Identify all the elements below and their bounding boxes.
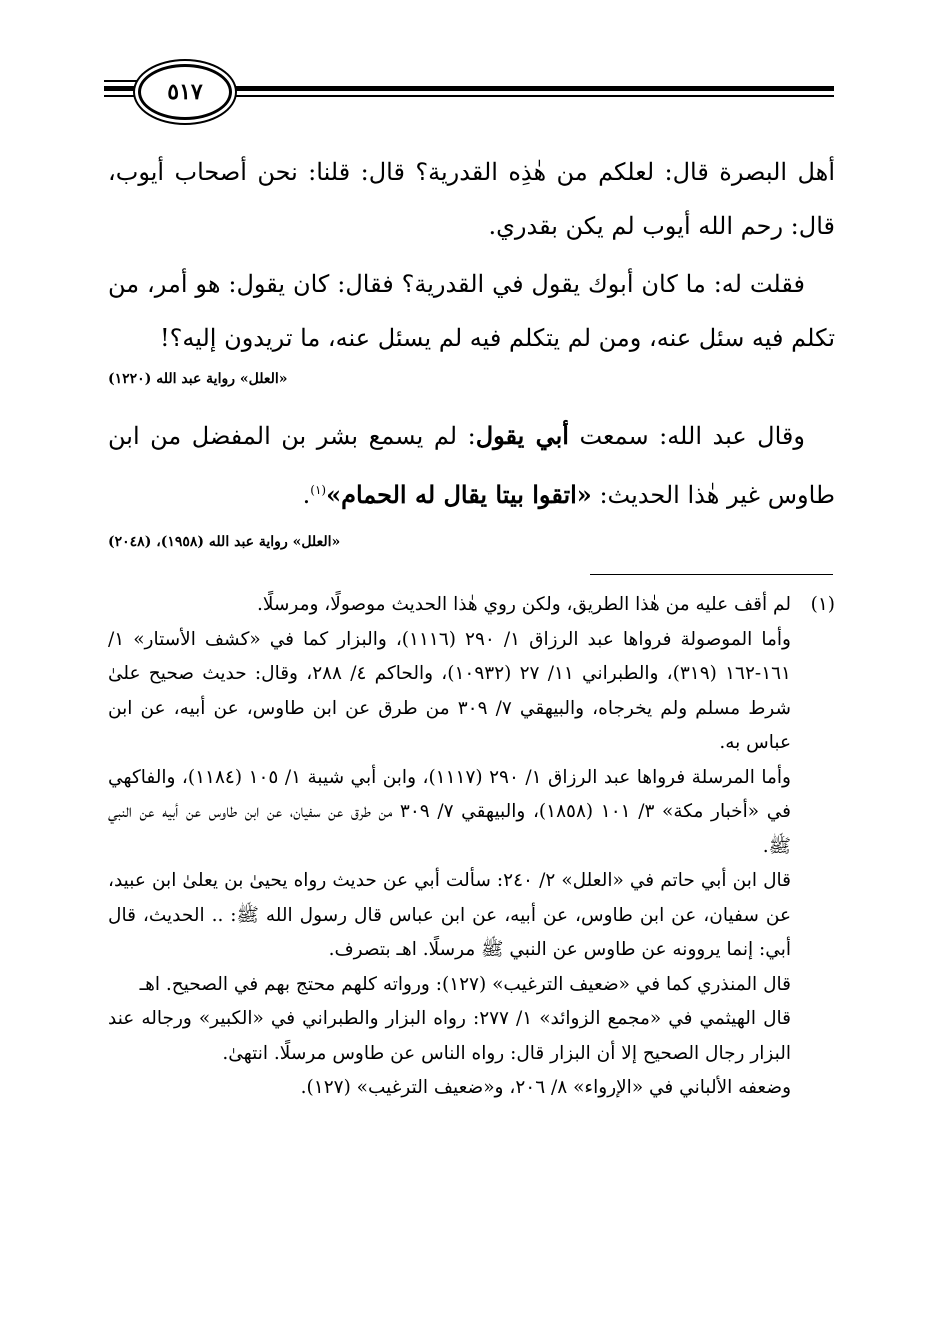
paragraph-2: فقلت له: ما كان أبوك يقول في القدرية؟ فقال: كان يقول: هو أمر، من تكلم فيه سئل عنه، ومن لم يتكلم فيه لم يسئل عنه، ما تريدون إليه؟! bbox=[108, 270, 835, 352]
footnote-1 bbox=[108, 588, 835, 623]
source-citation-1: «العلل» رواية عبد الله (١٢٢٠) bbox=[108, 371, 288, 387]
paragraph-1: أهل البصرة قال: لعلكم من هٰذِه القدرية؟ قال: قلنا: نحن أصحاب أيوب، قال: رحم الله أيوب لم يكن بقدري. bbox=[108, 158, 835, 240]
footnote-para-6: قال الهيثمي في «مجمع الزوائد» ١/ ٢٧٧: رواه البزار والطبراني في «الكبير» ورجاله عند البزار رجال الصحيح إلا أن البزار قال: رواه الناس عن طاوس مرسلًا. انتهىٰ. bbox=[108, 1008, 792, 1064]
footnote-para-4: قال ابن أبي حاتم في «العلل» ٢/ ٢٤٠: سألت أبي عن حديث رواه يحيىٰ بن يعلىٰ ابن عبيد، عن سفيان، عن ابن طاوس، عن أبيه، عن ابن عباس قال رسول الله ﷺ: .. الحديث، قال أبي: إنما يروونه عن طاوس عن النبي ﷺ مرسلًا. اهـ بتصرف. bbox=[108, 870, 792, 960]
source-citation-2: «العلل» رواية عبد الله (١٩٥٨)، (٢٠٤٨) bbox=[108, 534, 341, 550]
paragraph-3 bbox=[108, 409, 835, 522]
footnote-para-2: وأما الموصولة فرواها عبد الرزاق ١/ ٢٩٠ (١١١٦)، والبزار كما في «كشف الأستار» ١/ ١٦١-١٦٢ (٣١٩)، والطبراني ١١/ ٢٧ (١٠٩٣٢)، والحاكم ٤/ ٢٨٨، وقال: حديث صحيح علىٰ شرط مسلم ولم يخرجاه، والبيهقي ٧/ ٣٠٩ من طرق عن ابن طاوس، عن أبيه، عن ابن عباس به. bbox=[108, 628, 792, 753]
footnote-separator bbox=[590, 574, 833, 575]
footnote-number: (١) bbox=[810, 594, 835, 615]
p3-text-mid: : لم يسمع بشر بن المفضل من ابن طاوس غير هٰذا الحديث: bbox=[108, 422, 835, 509]
p3-text-pre: وقال عبد الله: سمعت bbox=[568, 422, 805, 450]
footnote-1-line: لم أقف عليه من هٰذا الطريق، ولكن روي هٰذا الحديث موصولًا، ومرسلًا. bbox=[256, 594, 791, 615]
footnotes bbox=[108, 588, 835, 1106]
footnote-para-3: وأما المرسلة فرواها عبد الرزاق ١/ ٢٩٠ (١١١٧)، وابن أبي شيبة ١/ ١٠٥ (١١٨٤)، والفاكهي في «أخبار مكة» ٣/ ١٠١ (١٨٥٨)، والبيهقي ٧/ ٣٠٩ من طرق عن سفيان، عن ابن طاوس عن أبيه عن النبي ﷺ. bbox=[108, 766, 791, 857]
p3-bold: أبي يقول bbox=[475, 421, 569, 450]
footnote-ref-1[interactable]: (١) bbox=[310, 483, 327, 497]
footnote-para-7: وضعفه الألباني في «الإرواء» ٨/ ٢٠٦، و«ضعيف الترغيب» (١٢٧). bbox=[300, 1077, 791, 1098]
page-header bbox=[104, 64, 834, 116]
p3-quote: «اتقوا بيتا يقال له الحمام» bbox=[326, 480, 592, 509]
p3-text-end: . bbox=[302, 481, 311, 509]
footnote-para-5: قال المنذري كما في «ضعيف الترغيب» (١٢٧): ورواته كلهم محتج بهم في الصحيح. اهـ bbox=[139, 973, 791, 995]
page-number: ٥١٧ bbox=[138, 64, 232, 120]
main-text bbox=[108, 145, 835, 556]
